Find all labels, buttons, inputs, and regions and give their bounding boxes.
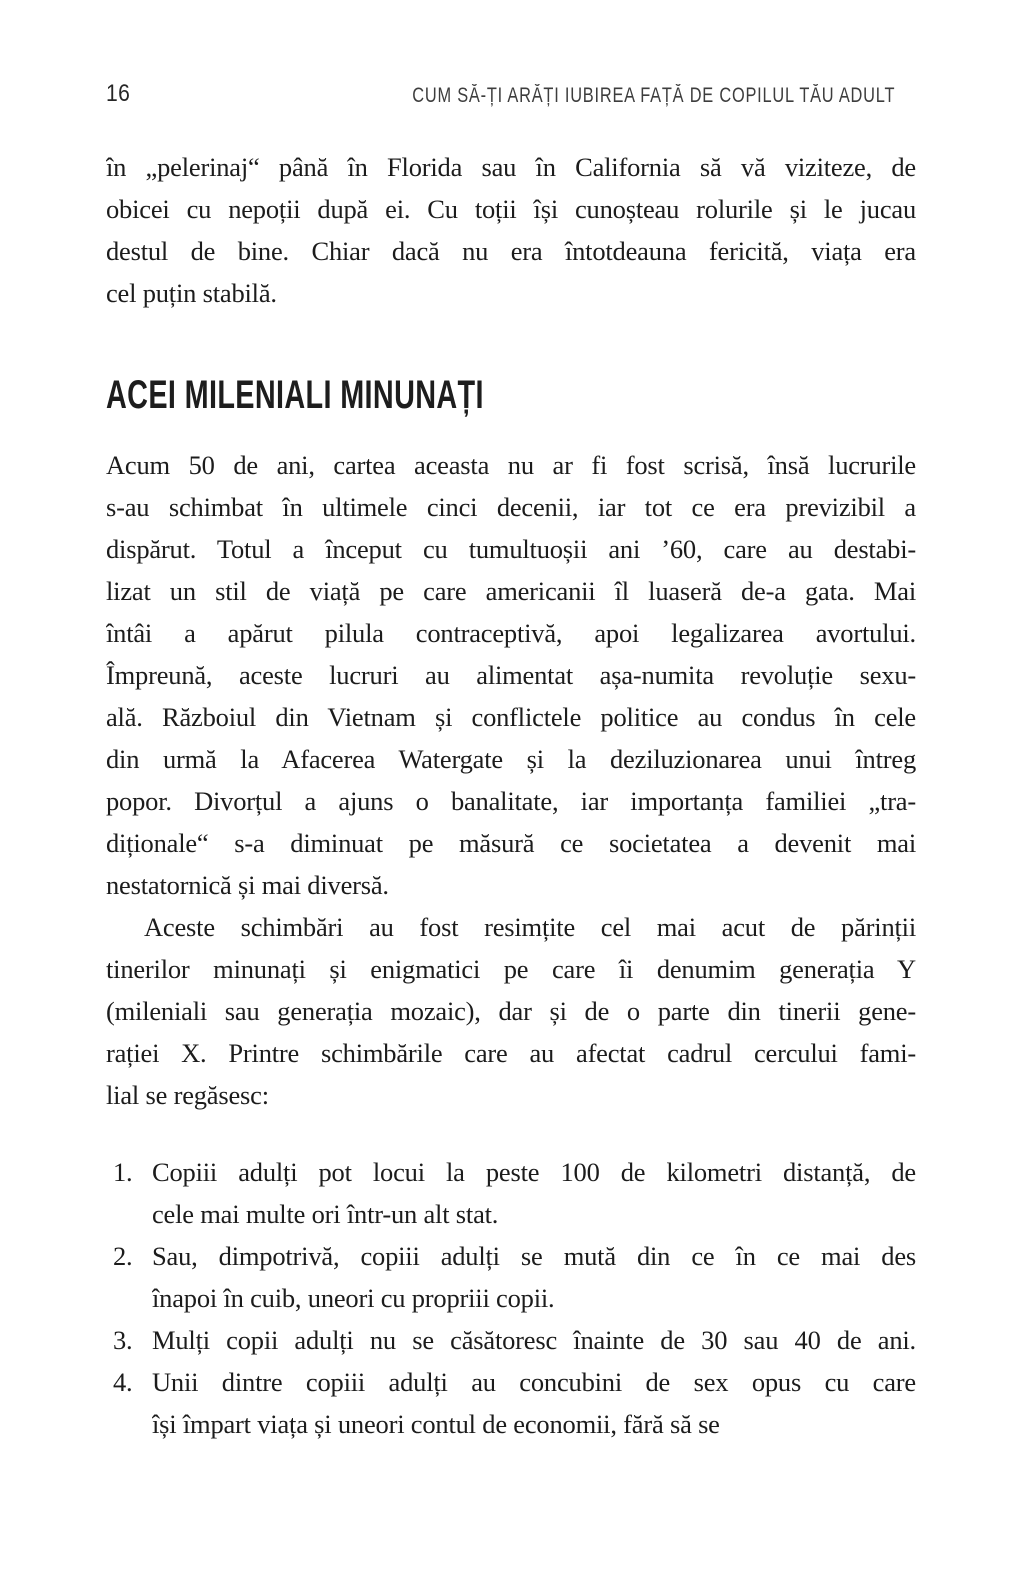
text-line: nestatornică și mai diversă. xyxy=(106,870,389,900)
section-heading: ACEI MILENIALI MINUNAȚI xyxy=(106,373,484,417)
text-line: în „pelerinaj“ până în Florida sau în California să vă viziteze, de xyxy=(106,152,916,182)
paragraph-history xyxy=(106,444,916,906)
list-item-number: 3. xyxy=(113,1325,133,1355)
text-line: ală. Războiul din Vietnam și conflictele politice au condus în cele xyxy=(106,702,916,732)
numbered-list xyxy=(106,1151,916,1445)
text-line: diționale“ s-a diminuat pe măsură ce societatea a devenit mai xyxy=(106,828,916,858)
page-header xyxy=(0,0,1024,130)
list-item-number: 4. xyxy=(113,1367,133,1397)
text-line: Copiii adulți pot locui la peste 100 de kilometri distanță, de xyxy=(152,1157,916,1187)
paragraph-continuation xyxy=(106,146,916,314)
list-item-text xyxy=(152,1235,916,1319)
text-line: Aceste schimbări au fost resimțite cel mai acut de părinții xyxy=(144,912,916,942)
list-item xyxy=(106,1361,916,1445)
text-line: dispărut. Totul a început cu tumultuoșii ani ’60, care au destabi- xyxy=(106,534,916,564)
text-line: Unii dintre copiii adulți au concubini de sex opus cu care xyxy=(152,1367,916,1397)
text-line: Mulți copii adulți nu se căsătoresc înainte de 30 sau 40 de ani. xyxy=(152,1325,916,1355)
list-item-text xyxy=(152,1361,916,1445)
text-line: obicei cu nepoții după ei. Cu toții își cunoșteau rolurile și le jucau xyxy=(106,194,916,224)
text-line: lial se regăsesc: xyxy=(106,1080,269,1110)
text-line: (mileniali sau generația mozaic), dar și de o parte din tinerii gene- xyxy=(106,996,916,1026)
list-item xyxy=(106,1151,916,1235)
text-line: Sau, dimpotrivă, copiii adulți se mută din ce în ce mai des xyxy=(152,1241,916,1271)
list-item-text xyxy=(152,1151,916,1235)
text-line: Împreună, aceste lucruri au alimentat așa-numita revoluție sexu- xyxy=(106,660,916,690)
text-line: din urmă la Afacerea Watergate și la deziluzionarea unui întreg xyxy=(106,744,916,774)
text-line: Acum 50 de ani, cartea aceasta nu ar fi fost scrisă, însă lucrurile xyxy=(106,450,916,480)
page-content xyxy=(106,146,916,1445)
text-line: rației X. Printre schimbările care au afectat cadrul cercului fami- xyxy=(106,1038,916,1068)
text-line: cel puțin stabilă. xyxy=(106,278,277,308)
text-line: destul de bine. Chiar dacă nu era întotdeauna fericită, viața era xyxy=(106,236,916,266)
text-line: cele mai multe ori într-un alt stat. xyxy=(152,1199,499,1229)
page-number: 16 xyxy=(106,80,131,107)
text-line: lizat un stil de viață pe care americanii îl luaseră de-a gata. Mai xyxy=(106,576,916,606)
list-item-number: 1. xyxy=(113,1157,133,1187)
list-item xyxy=(106,1235,916,1319)
list-item xyxy=(106,1319,916,1361)
running-title: CUM SĂ-ȚI ARĂȚI IUBIREA FAȚĂ DE COPILUL TĂU ADULT xyxy=(411,84,895,107)
text-line: înapoi în cuib, uneori cu propriii copii. xyxy=(152,1283,555,1313)
text-line: popor. Divorțul a ajuns o banalitate, iar importanța familiei „tra- xyxy=(106,786,916,816)
list-item-text xyxy=(152,1319,916,1361)
list-item-number: 2. xyxy=(113,1241,133,1271)
text-line: tinerilor minunați și enigmatici pe care îi denumim generația Y xyxy=(106,954,916,984)
paragraph-changes xyxy=(106,906,916,1116)
text-line: s-au schimbat în ultimele cinci decenii, iar tot ce era previzibil a xyxy=(106,492,916,522)
text-line: își împart viața și uneori contul de economii, fără să se xyxy=(152,1409,720,1439)
text-line: întâi a apărut pilula contraceptivă, apoi legalizarea avortului. xyxy=(106,618,916,648)
